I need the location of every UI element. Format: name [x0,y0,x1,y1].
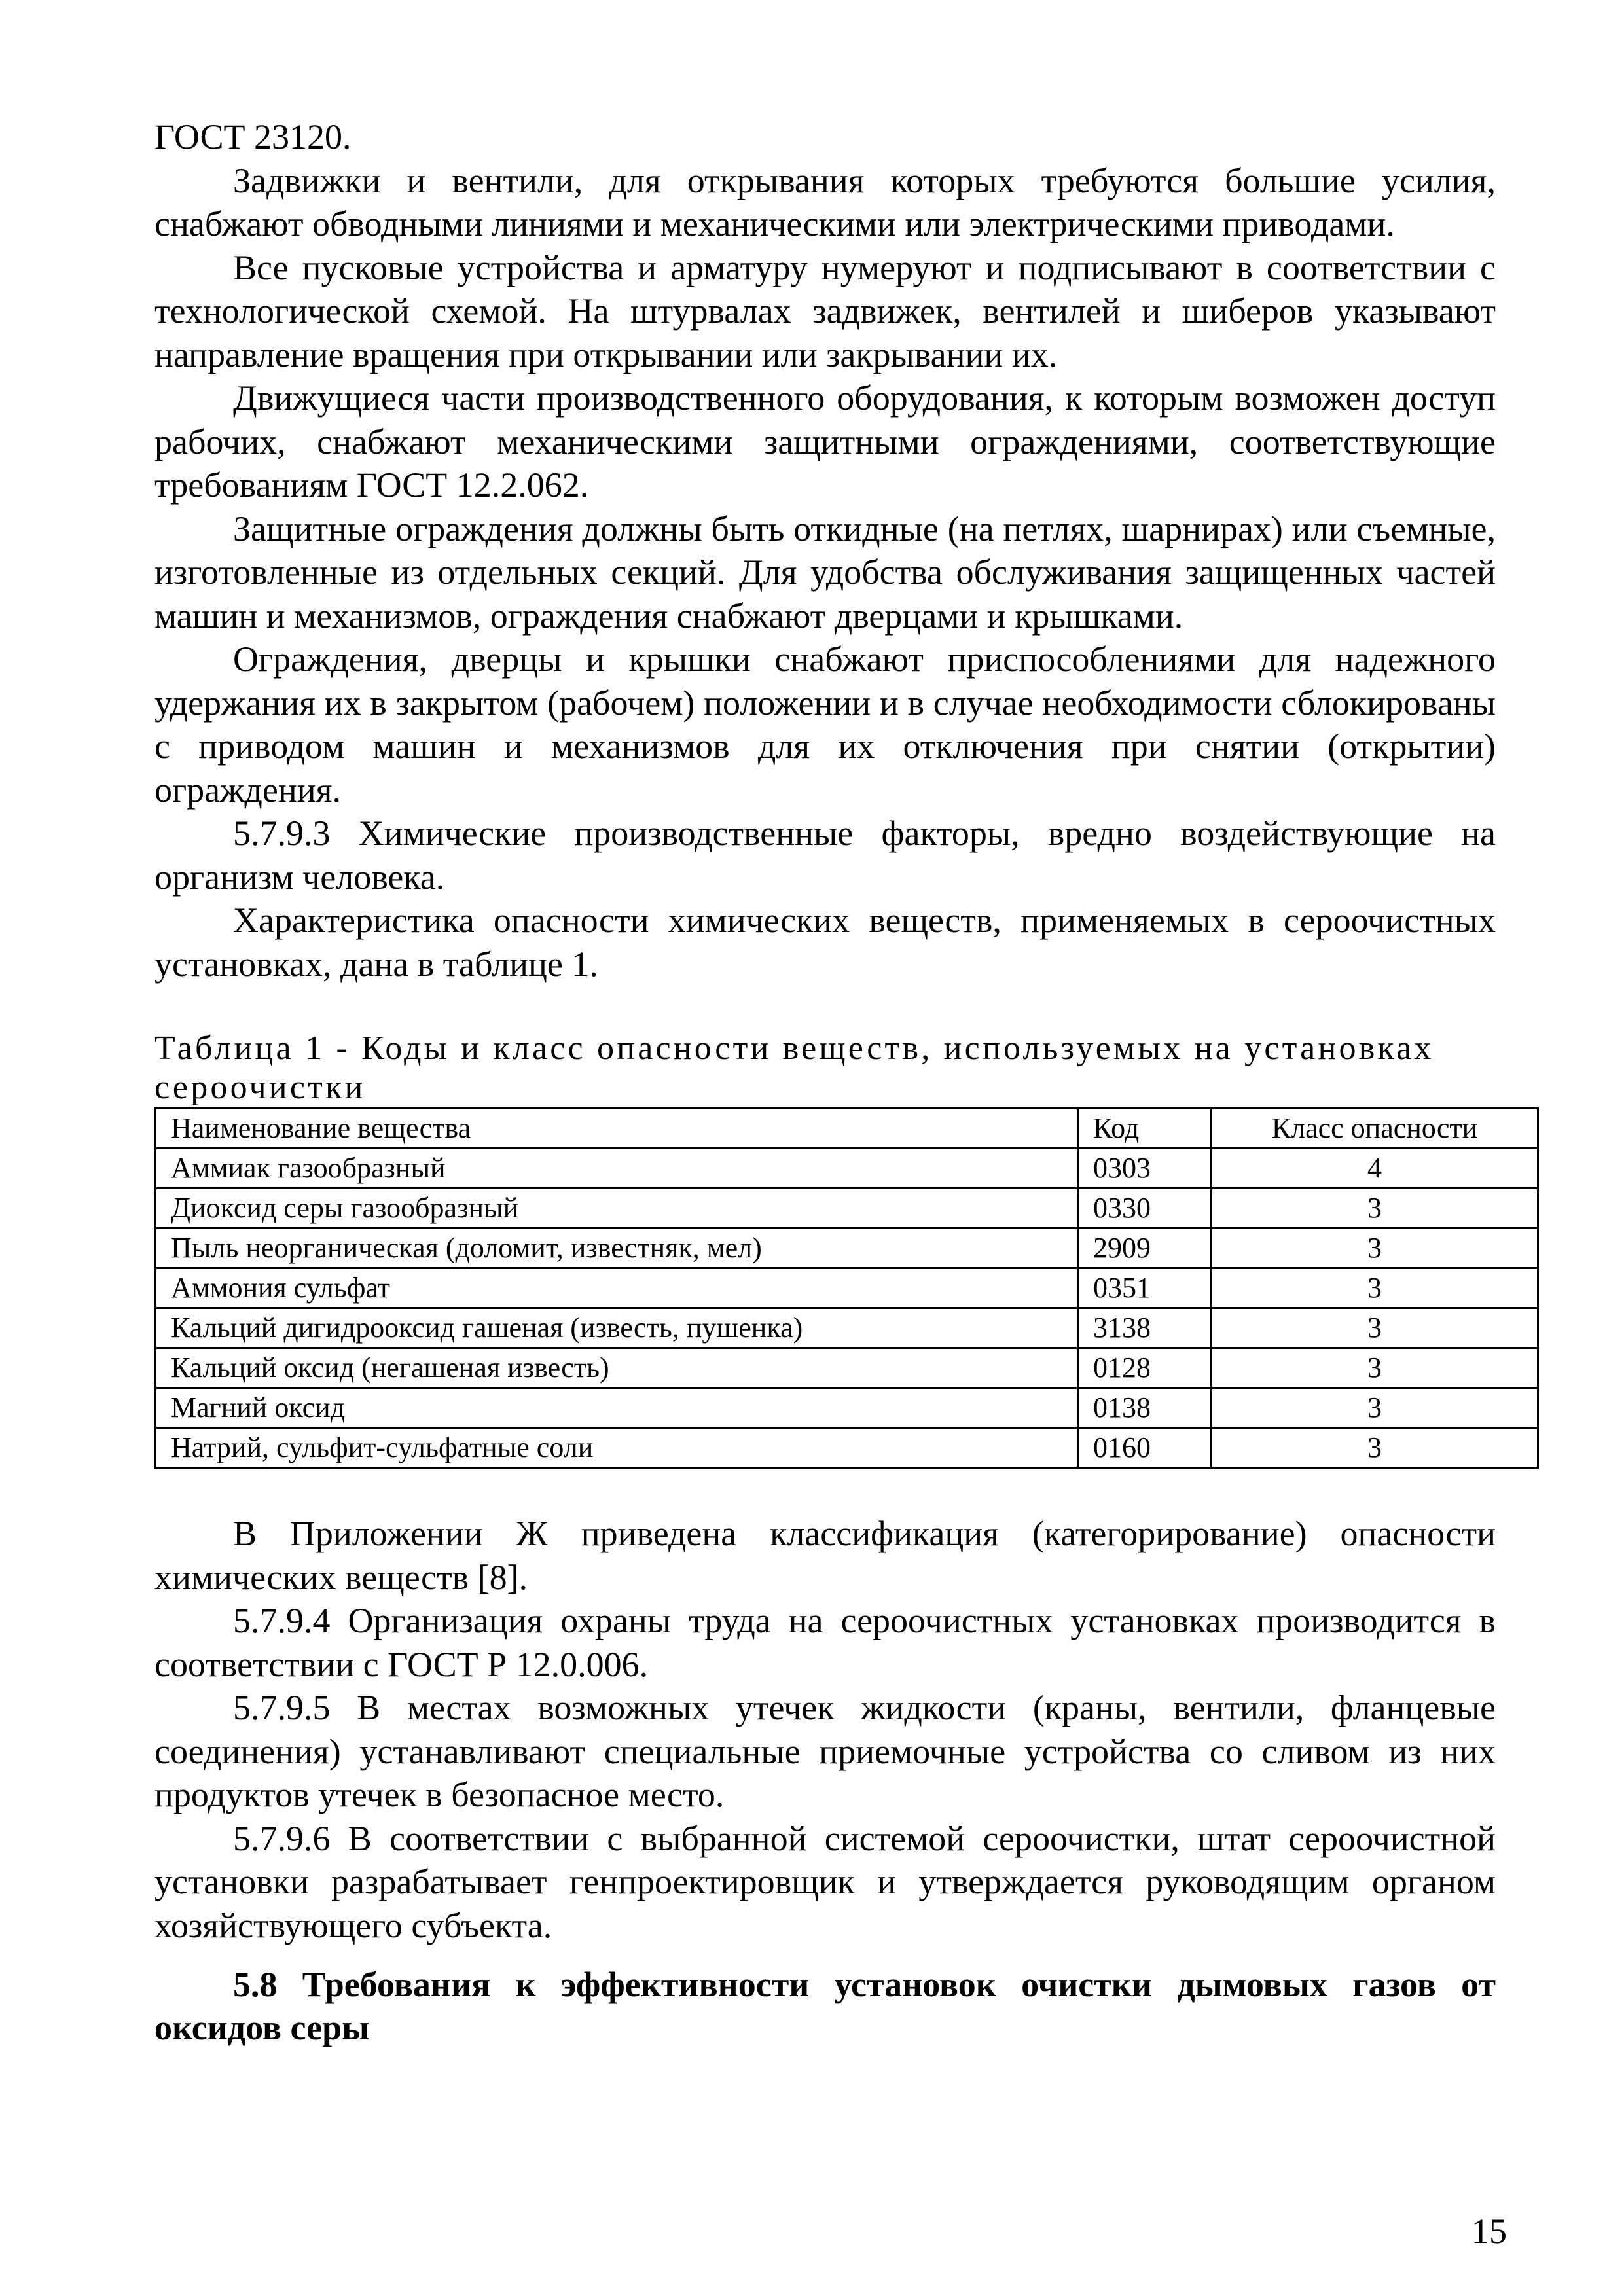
section-heading: 5.8 Требования к эффективности установок очистки дымовых газов от оксидов серы [154,1965,1496,2047]
class-cell: 3 [1212,1229,1538,1268]
class-cell: 3 [1212,1189,1538,1229]
table-row [156,1229,1538,1268]
document-page [154,115,1496,2049]
paragraph: Движущиеся части производственного оборудования, к которым возможен доступ рабочих, снабжают механическими защитными ограждениями, соответствующие требованиям ГОСТ 12.2.062. [154,378,1496,505]
paragraph: Задвижки и вентили, для открывания которых требуются большие усилия, снабжают обводными линиями и механическими или электрическими приводами. [154,160,1496,243]
code-cell: 0160 [1078,1428,1212,1468]
paragraph: 5.7.9.6 В соответствии с выбранной системой сероочистки, штат сероочистной установки разрабатывает генпроектировщик и утверждается руководящим органом хозяйствующего субъекта. [154,1818,1496,1945]
table-row [156,1348,1538,1388]
paragraph: ГОСТ 23120. [154,117,352,156]
paragraph: 5.7.9.3 Химические производственные факторы, вредно воздействующие на организм человека. [154,814,1496,897]
table-caption: Таблица 1 - Коды и класс опасности веществ, используемых на установках сероочистки [154,1030,1434,1106]
hazard-table [154,1107,1539,1469]
paragraph: Все пусковые устройства и арматуру нумеруют и подписывают в соответствии с технологической схемой. На штурвалах задвижек, вентилей и шиберов указывают направление вращения при открывании или закрывании их. [154,247,1496,374]
code-cell: 0330 [1078,1189,1212,1229]
table-row [156,1189,1538,1229]
table-header-row [156,1109,1538,1149]
substance-cell: Пыль неорганическая (доломит, известняк, мел) [156,1229,1078,1268]
substance-cell: Магний оксид [156,1388,1078,1428]
paragraph: Защитные ограждения должны быть откидные (на петлях, шарнирах) или съемные, изготовленные из отдельных секций. Для удобства обслуживания защищенных частей машин и механизмов, ограждения снабжают дверцами и крышками. [154,509,1496,636]
code-cell: 2909 [1078,1229,1212,1268]
paragraph: 5.7.9.4 Организация охраны труда на сероочистных установках производится в соответствии с ГОСТ Р 12.0.006. [154,1601,1496,1684]
substance-cell: Кальций дигидрооксид гашеная (известь, пушенка) [156,1308,1078,1348]
code-cell: 0303 [1078,1149,1212,1189]
paragraph: В Приложении Ж приведена классификация (категорирование) опасности химических веществ [8]. [154,1514,1496,1597]
code-cell: 0351 [1078,1268,1212,1308]
class-cell: 4 [1212,1149,1538,1189]
table-row [156,1149,1538,1189]
class-cell: 3 [1212,1388,1538,1428]
table-row [156,1268,1538,1308]
substance-cell: Натрий, сульфит-сульфатные соли [156,1428,1078,1468]
code-cell: 0128 [1078,1348,1212,1388]
header-cell: Наименование вещества [156,1109,1078,1149]
page-number: 15 [1471,2212,1507,2251]
substance-cell: Аммония сульфат [156,1268,1078,1308]
class-cell: 3 [1212,1348,1538,1388]
code-cell: 0138 [1078,1388,1212,1428]
class-cell: 3 [1212,1308,1538,1348]
table-row [156,1428,1538,1468]
substance-cell: Аммиак газообразный [156,1149,1078,1189]
class-cell: 3 [1212,1428,1538,1468]
header-cell: Класс опасности [1212,1109,1538,1149]
table-row [156,1308,1538,1348]
paragraph: Ограждения, дверцы и крышки снабжают приспособлениями для надежного удержания их в закрытом (рабочем) положении и в случае необходимости сблокированы с приводом машин и механизмов для их отключения при снятии (открытии) ограждения. [154,639,1496,810]
paragraph: Характеристика опасности химических веществ, применяемых в сероочистных установках, дана в таблице 1. [154,901,1496,984]
paragraph: 5.7.9.5 В местах возможных утечек жидкости (краны, вентили, фланцевые соединения) устанавливают специальные приемочные устройства со сливом из них продуктов утечек в безопасное место. [154,1688,1496,1814]
class-cell: 3 [1212,1268,1538,1308]
substance-cell: Диоксид серы газообразный [156,1189,1078,1229]
substance-cell: Кальций оксид (негашеная известь) [156,1348,1078,1388]
table-row [156,1388,1538,1428]
code-cell: 3138 [1078,1308,1212,1348]
header-cell: Код [1078,1109,1212,1149]
